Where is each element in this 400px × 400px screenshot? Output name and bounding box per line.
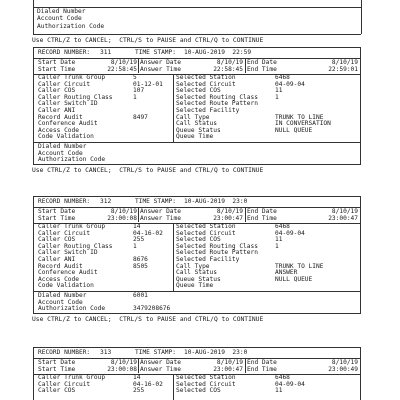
answer-date-label: Answer Date <box>140 59 181 66</box>
caller-field-value: 107 <box>133 87 145 95</box>
date-col-divider <box>138 358 139 373</box>
caller-field-value: 04-16-02 <box>133 229 163 237</box>
top-field-label: Dialed Number <box>37 8 86 15</box>
detail-col-divider <box>173 223 174 291</box>
caller-field-label: Caller Circuit <box>38 380 91 388</box>
answer-time-value: 23:00:47 <box>213 214 243 222</box>
time-stamp-value: 10-AUG-2019 23:0 <box>184 349 248 356</box>
end-date-value: 8/10/19 <box>331 59 358 66</box>
caller-field-label: Caller COS <box>38 87 76 95</box>
caller-field-value: 255 <box>133 236 145 244</box>
start-date-value: 8/10/19 <box>110 359 137 366</box>
selected-field-label: Call Status <box>176 120 217 128</box>
selected-field-label: Call Type <box>176 113 210 121</box>
end-time-value: 23:00:47 <box>328 214 358 222</box>
selected-field-label: Selected Routing Class <box>176 93 258 101</box>
date-col-divider <box>245 207 246 222</box>
start-time-label: Start Time <box>38 214 76 222</box>
selected-field-value: 6468 <box>275 74 290 81</box>
caller-field-label: Caller Trunk Group <box>38 74 106 81</box>
end-date-value: 8/10/19 <box>331 208 358 215</box>
top-field-label: Account Code <box>37 15 82 23</box>
record-number-value: 312 <box>100 198 112 205</box>
selected-field-label: Selected Routing Class <box>176 242 258 250</box>
selected-field-label: Queue Time <box>176 133 214 141</box>
top-box-right-edge <box>361 0 362 34</box>
selected-field-value: IN CONVERSATION <box>275 120 331 128</box>
detail-col-divider <box>173 74 174 142</box>
end-date-value: 8/10/19 <box>331 359 358 366</box>
answer-time-value: 22:58:45 <box>213 65 243 73</box>
answer-date-value: 8/10/19 <box>216 208 243 215</box>
dialed-field-label: Authorization Code <box>38 156 106 164</box>
selected-field-label: Selected Facility <box>176 107 240 114</box>
end-time-value: 23:00:49 <box>328 365 358 373</box>
end-time-value: 22:59:01 <box>328 65 358 73</box>
start-time-value: 22:58:45 <box>107 65 137 73</box>
selected-field-value: 11 <box>275 87 283 95</box>
start-time-value: 23:00:08 <box>107 214 137 222</box>
caller-field-value: 8505 <box>133 262 148 270</box>
time-stamp-label: TIME STAMP: <box>135 198 176 205</box>
selected-field-value: 04-09-04 <box>275 380 305 388</box>
start-date-label: Start Date <box>38 59 76 66</box>
caller-field-value: 5 <box>133 74 137 81</box>
header-divider <box>33 358 361 359</box>
caller-field-label: Code Validation <box>38 133 94 141</box>
date-col-divider <box>245 58 246 73</box>
dialed-field-label: Authorization Code <box>38 305 106 313</box>
caller-field-label: Caller ANI <box>38 256 76 263</box>
header-divider <box>33 58 361 59</box>
caller-field-label: Caller COS <box>38 236 76 244</box>
selected-field-label: Call Status <box>176 269 217 277</box>
caller-field-value: 14 <box>133 374 141 381</box>
selected-field-label: Call Type <box>176 262 210 270</box>
answer-time-value: 23:00:47 <box>213 365 243 373</box>
top-field-label: Authorization Code <box>37 22 105 30</box>
record-number-label: RECORD NUMBER: <box>38 198 91 205</box>
selected-field-value: NULL QUEUE <box>275 275 313 283</box>
dialed-field-value: 6001 <box>133 292 148 299</box>
caller-field-label: Caller Switch ID <box>38 249 98 257</box>
caller-field-label: Caller COS <box>38 387 76 395</box>
selected-field-label: Selected COS <box>176 236 221 244</box>
start-date-label: Start Date <box>38 359 76 366</box>
end-date-label: End Date <box>247 59 277 66</box>
selected-field-label: Selected Circuit <box>176 229 236 237</box>
start-date-label: Start Date <box>38 208 76 215</box>
end-date-label: End Date <box>247 208 277 215</box>
caller-field-label: Caller Routing Class <box>38 242 113 250</box>
caller-field-label: Access Code <box>38 275 79 283</box>
selected-field-label: Queue Time <box>176 282 214 290</box>
dialed-field-label: Account Code <box>38 298 83 306</box>
caller-field-value: 8676 <box>133 256 148 263</box>
caller-field-label: Code Validation <box>38 282 94 290</box>
selected-field-value: 1 <box>275 242 279 250</box>
dialed-field-value: 3479208676 <box>133 305 171 313</box>
start-time-label: Start Time <box>38 365 76 373</box>
caller-field-value: 1 <box>133 242 137 250</box>
end-time-label: End Time <box>247 65 277 73</box>
start-time-value: 23:00:08 <box>107 365 137 373</box>
selected-field-label: Selected Route Pattern <box>176 100 258 108</box>
caller-field-value: 14 <box>133 223 141 230</box>
caller-field-label: Caller Trunk Group <box>38 223 106 230</box>
start-date-value: 8/10/19 <box>110 208 137 215</box>
caller-field-label: Access Code <box>38 126 79 134</box>
date-col-divider <box>245 358 246 373</box>
selected-field-label: Queue Status <box>176 126 221 134</box>
cancel-instruction: Use CTRL/Z to CANCEL; CTRL/S to PAUSE and CTRL/Q to CONTINUE <box>32 316 264 323</box>
caller-field-label: Caller Trunk Group <box>38 374 106 381</box>
caller-field-value: 1 <box>133 93 137 101</box>
caller-field-value: 04-16-02 <box>133 380 163 388</box>
selected-field-value: 11 <box>275 236 283 244</box>
selected-field-value: NULL QUEUE <box>275 126 313 134</box>
caller-field-label: Caller Circuit <box>38 229 91 237</box>
answer-time-label: Answer Time <box>140 365 181 373</box>
selected-field-value: 6468 <box>275 223 290 230</box>
selected-field-label: Selected Station <box>176 223 236 230</box>
selected-field-value: 11 <box>275 387 283 395</box>
detail-col-divider <box>173 374 174 400</box>
caller-field-label: Record Audit <box>38 113 83 121</box>
answer-date-value: 8/10/19 <box>216 59 243 66</box>
answer-date-label: Answer Date <box>140 359 181 366</box>
caller-field-label: Record Audit <box>38 262 83 270</box>
end-date-label: End Date <box>247 359 277 366</box>
answer-time-label: Answer Time <box>140 214 181 222</box>
time-stamp-value: 10-AUG-2019 23:0 <box>184 198 248 205</box>
record-number-value: 313 <box>100 349 112 356</box>
caller-field-label: Caller Switch ID <box>38 100 98 108</box>
date-col-divider <box>138 58 139 73</box>
end-time-label: End Time <box>247 214 277 222</box>
selected-field-label: Selected COS <box>176 387 221 395</box>
caller-field-label: Caller ANI <box>38 107 76 114</box>
dialed-field-label: Account Code <box>38 149 83 157</box>
answer-time-label: Answer Time <box>140 65 181 73</box>
selected-field-label: Selected COS <box>176 87 221 95</box>
cancel-instruction: Use CTRL/Z to CANCEL; CTRL/S to PAUSE and CTRL/Q to CONTINUE <box>32 167 264 174</box>
selected-field-value: 6468 <box>275 374 290 381</box>
record-number-label: RECORD NUMBER: <box>38 349 91 356</box>
selected-field-value: 04-09-04 <box>275 80 305 88</box>
cancel-instruction: Use CTRL/Z to CANCEL; CTRL/S to PAUSE and CTRL/Q to CONTINUE <box>32 37 264 44</box>
caller-field-value: 255 <box>133 387 145 395</box>
selected-field-label: Selected Route Pattern <box>176 249 258 257</box>
top-box-bottom <box>33 34 361 35</box>
selected-field-value: 1 <box>275 93 279 101</box>
record-number-label: RECORD NUMBER: <box>38 49 91 56</box>
time-stamp-value: 10-AUG-2019 22:59 <box>184 49 252 56</box>
selected-field-value: TRUNK TO LINE <box>275 262 324 270</box>
dialed-field-label: Dialed Number <box>38 143 87 150</box>
caller-field-label: Caller Routing Class <box>38 93 113 101</box>
answer-date-value: 8/10/19 <box>216 359 243 366</box>
date-col-divider <box>138 207 139 222</box>
selected-field-label: Selected Circuit <box>176 80 236 88</box>
record-number-value: 311 <box>100 49 112 56</box>
selected-field-label: Queue Status <box>176 275 221 283</box>
top-box-left-edge <box>33 0 34 34</box>
caller-field-label: Conference Audit <box>38 120 98 128</box>
caller-field-value: 01-12-01 <box>133 80 163 88</box>
selected-field-value: ANSWER <box>275 269 298 277</box>
dialed-field-label: Dialed Number <box>38 292 87 299</box>
end-time-label: End Time <box>247 365 277 373</box>
selected-field-value: 04-09-04 <box>275 229 305 237</box>
answer-date-label: Answer Date <box>140 208 181 215</box>
selected-field-label: Selected Station <box>176 374 236 381</box>
header-divider <box>33 207 361 208</box>
time-stamp-label: TIME STAMP: <box>135 49 176 56</box>
caller-field-label: Conference Audit <box>38 269 98 277</box>
selected-field-label: Selected Circuit <box>176 380 236 388</box>
start-time-label: Start Time <box>38 65 76 73</box>
caller-field-label: Caller Circuit <box>38 80 91 88</box>
selected-field-label: Selected Station <box>176 74 236 81</box>
selected-field-label: Selected Facility <box>176 256 240 263</box>
time-stamp-label: TIME STAMP: <box>135 349 176 356</box>
caller-field-value: 8497 <box>133 113 148 121</box>
start-date-value: 8/10/19 <box>110 59 137 66</box>
selected-field-value: TRUNK TO LINE <box>275 113 324 121</box>
